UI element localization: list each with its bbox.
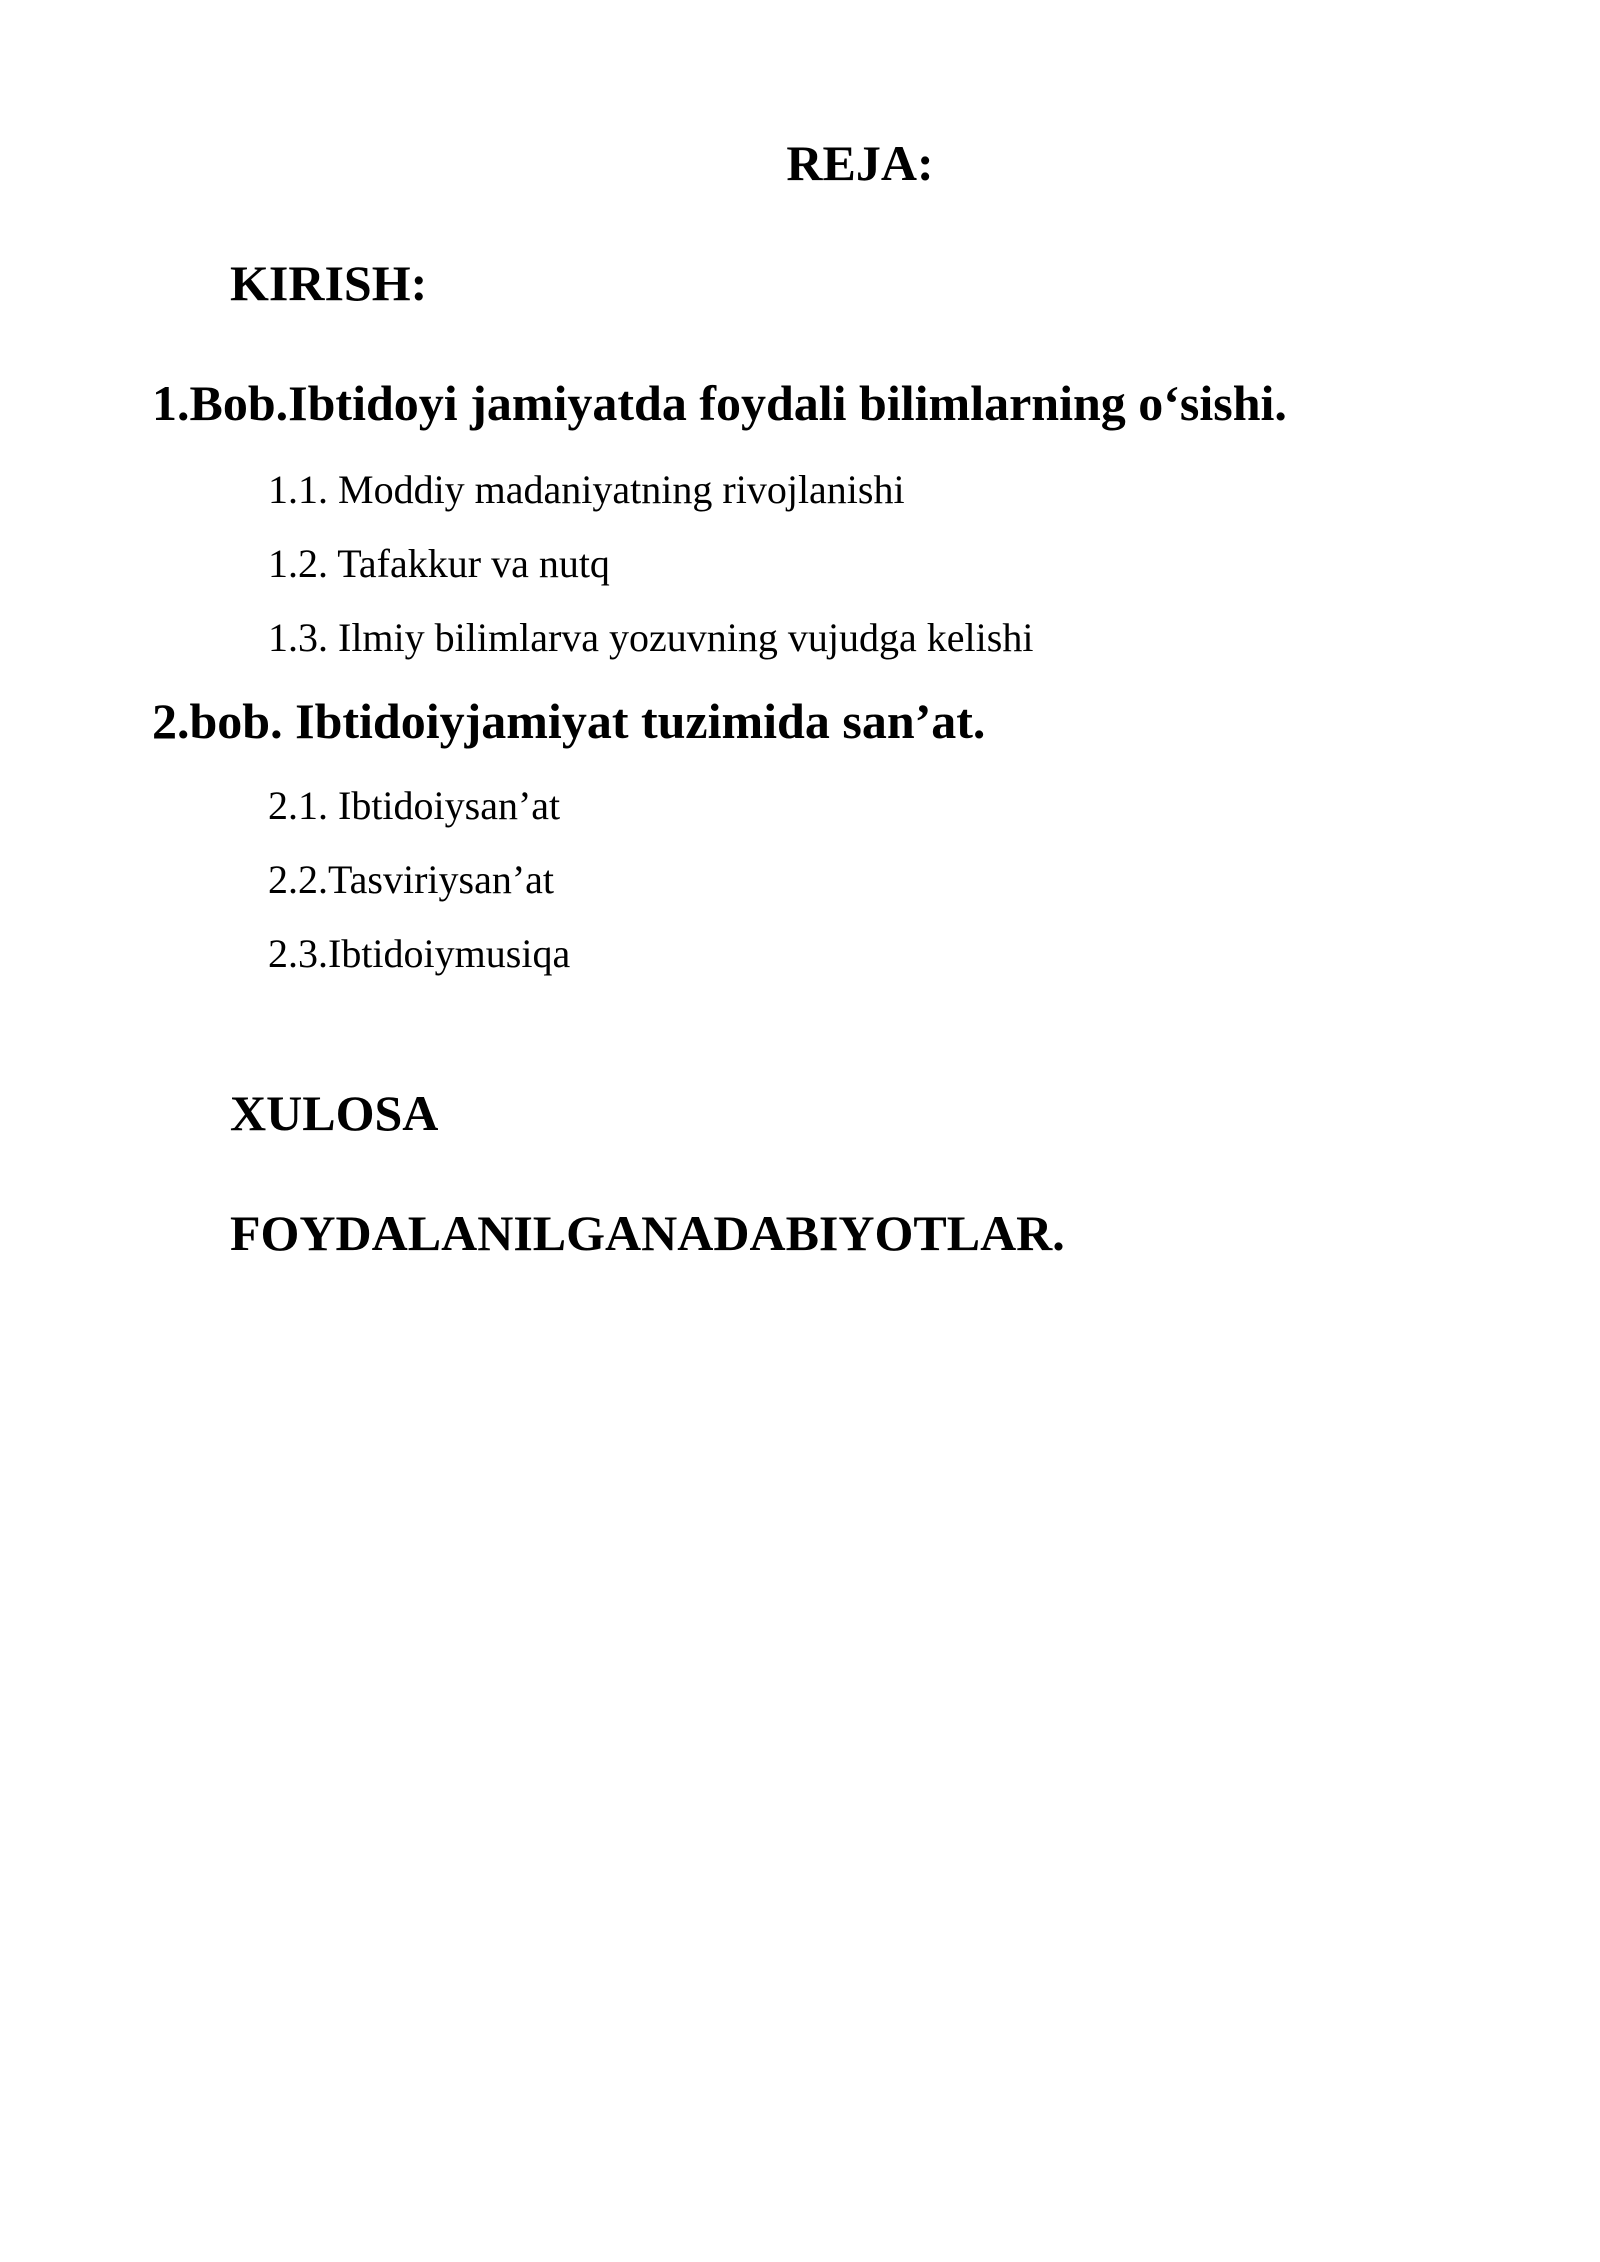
section-1-3: 1.3. Ilmiy bilimlarva yozuvning vujudga kelishi xyxy=(268,615,1034,660)
section-2-1: 2.1. Ibtidoiysan’at xyxy=(268,783,561,828)
section-2-3: 2.3.Ibtidoiymusiqa xyxy=(268,931,571,976)
chapter-1-heading: 1.Bob.Ibtidoyi jamiyatda foydali bilimlarning o‘sishi. xyxy=(152,375,1287,431)
section-1-2: 1.2. Tafakkur va nutq xyxy=(268,541,610,586)
section-1-1: 1.1. Moddiy madaniyatning rivojlanishi xyxy=(268,467,905,512)
references-heading: FOYDALANILGANADABIYOTLAR. xyxy=(230,1205,1065,1261)
section-2-2: 2.2.Tasviriysan’at xyxy=(268,857,555,902)
chapter-2-heading: 2.bob. Ibtidoiyjamiyat tuzimida san’at. xyxy=(152,693,986,749)
intro-heading: KIRISH: xyxy=(230,255,428,311)
conclusion-heading: XULOSA xyxy=(230,1085,439,1141)
page-title: REJA: xyxy=(786,135,934,191)
